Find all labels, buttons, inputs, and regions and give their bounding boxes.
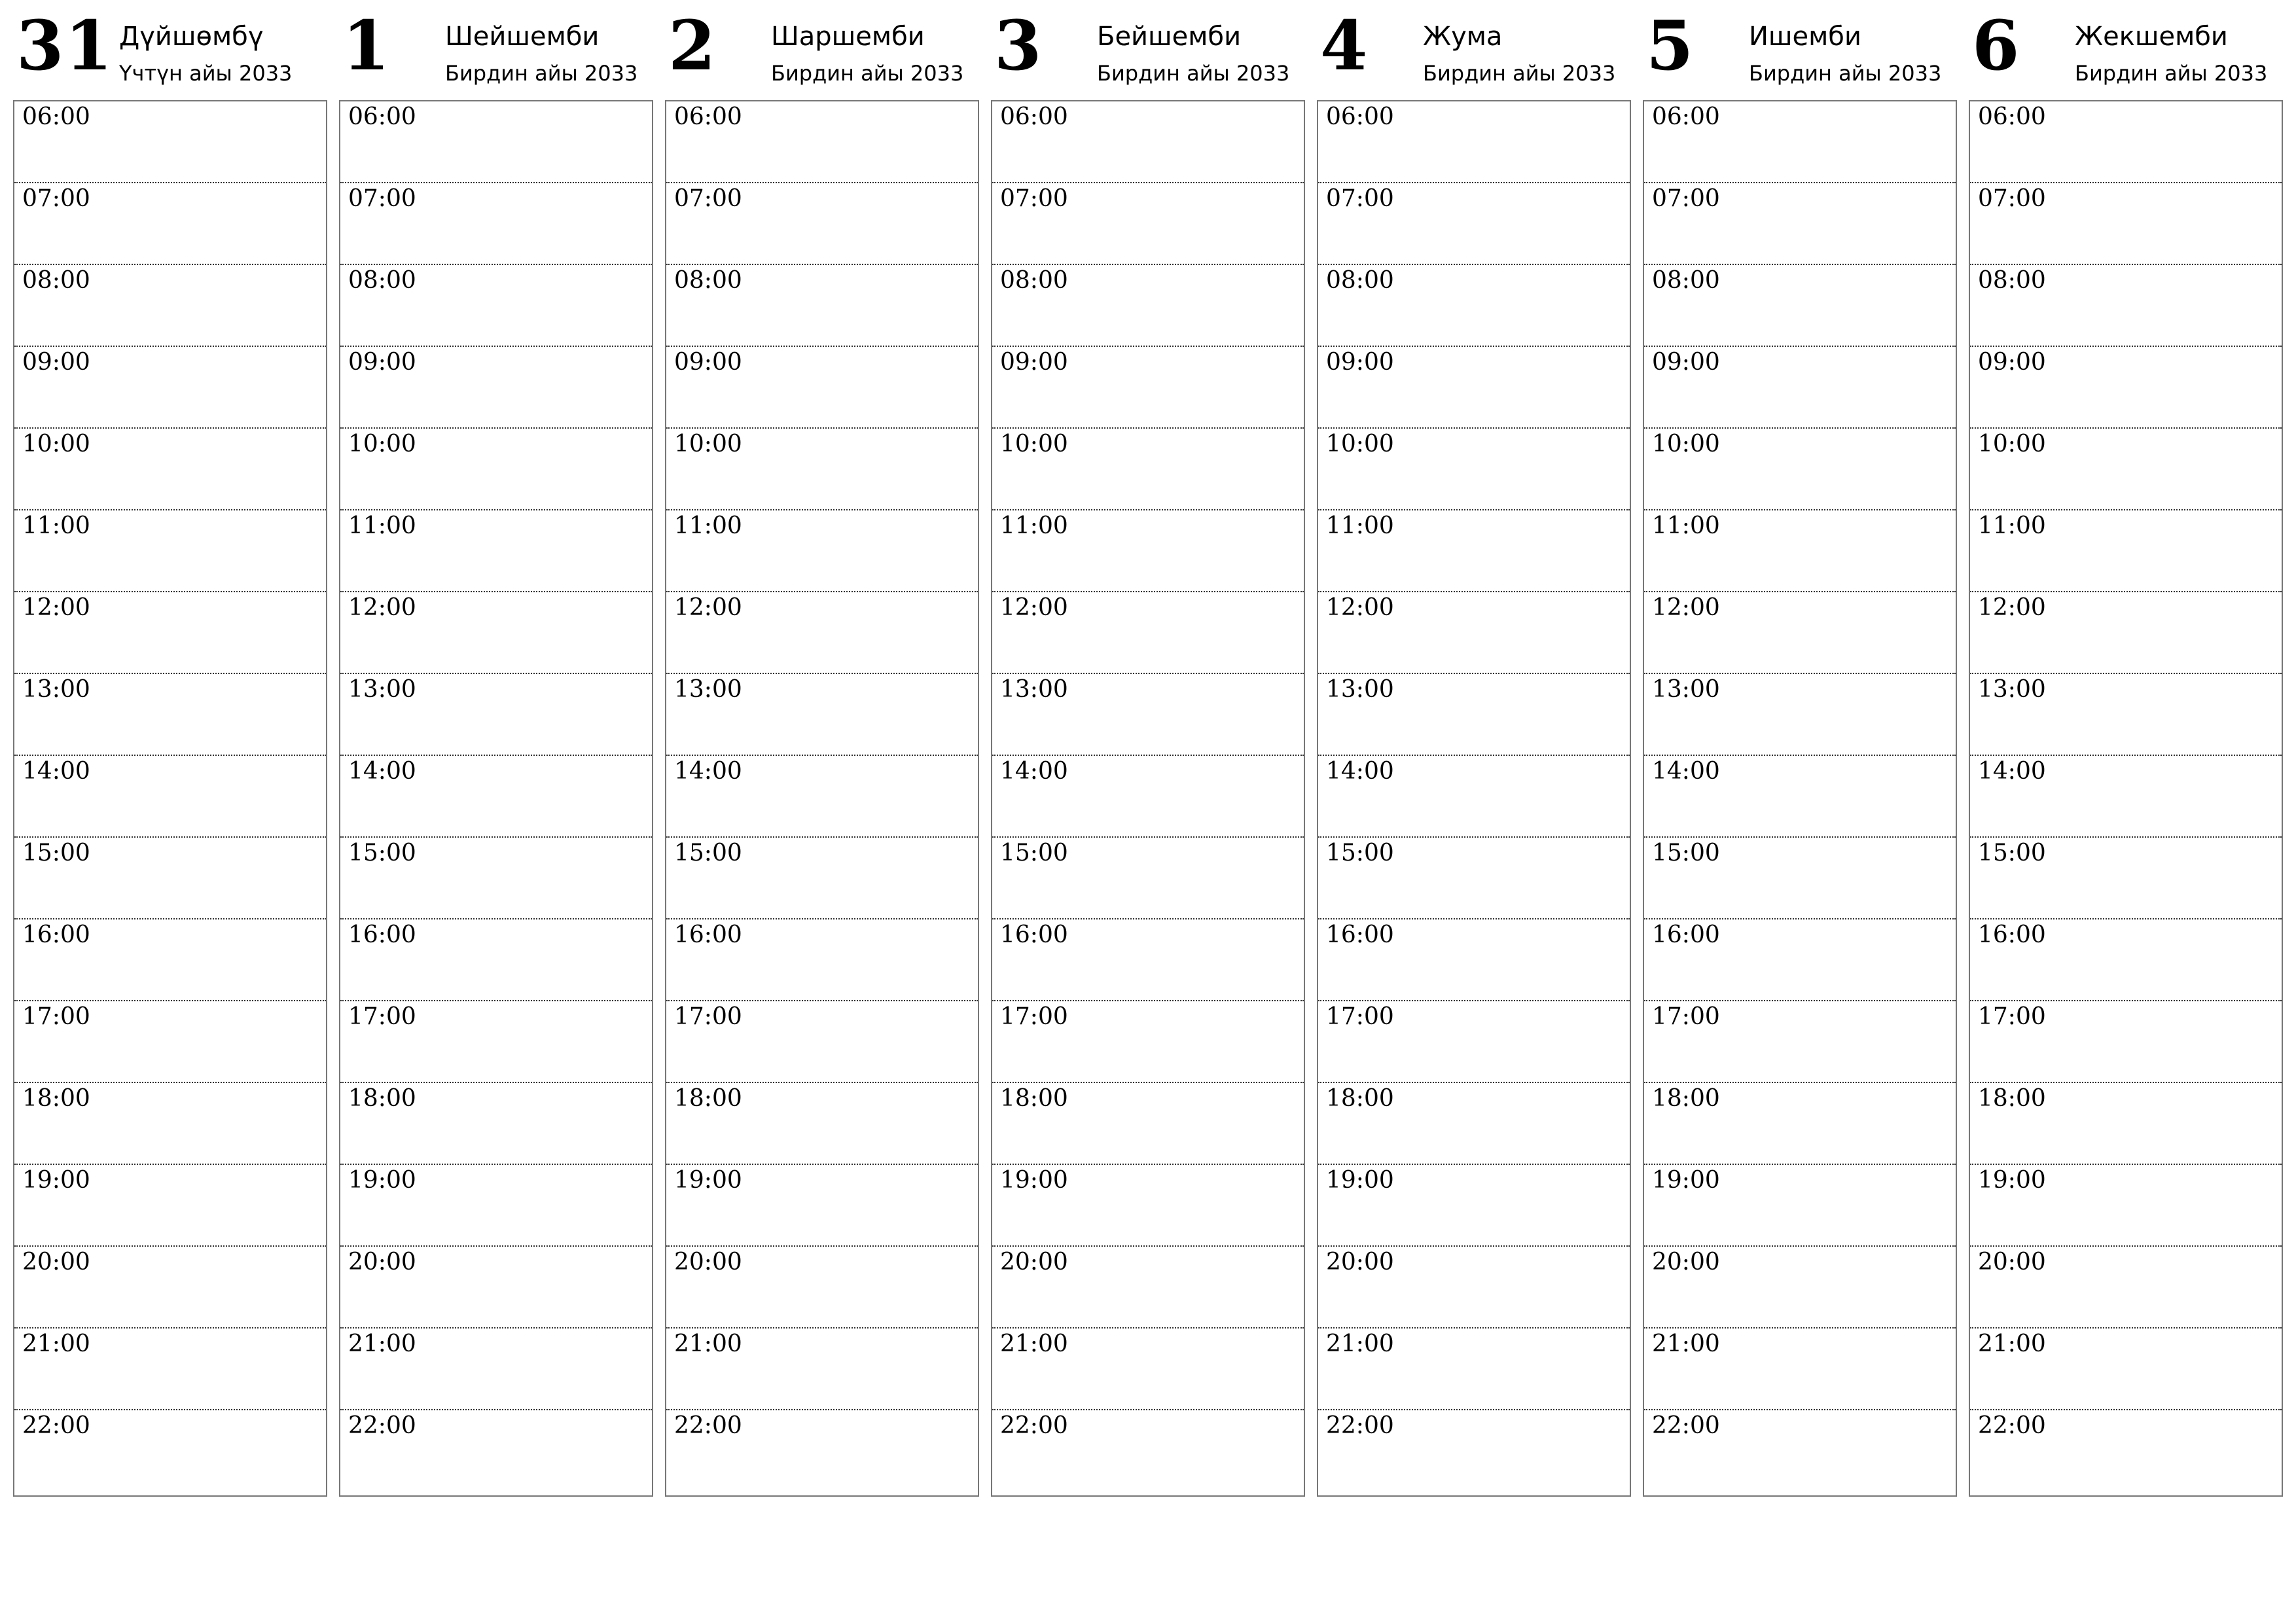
hour-slot[interactable]: [666, 429, 978, 510]
hour-slot[interactable]: [1970, 265, 2282, 347]
hour-slot[interactable]: [1318, 1410, 1630, 1495]
hour-label: 13:00: [1978, 676, 2046, 703]
day-column: [1969, 0, 2283, 1505]
hour-slot[interactable]: [1644, 1410, 1956, 1495]
hour-label: 16:00: [674, 921, 742, 948]
hour-slot[interactable]: [340, 1329, 652, 1410]
hour-slot[interactable]: [1970, 1165, 2282, 1247]
day-header: [1643, 0, 1957, 98]
hour-slot[interactable]: [1644, 510, 1956, 592]
day-header: [13, 0, 327, 98]
hour-slot[interactable]: [666, 1083, 978, 1165]
hour-label: 22:00: [348, 1412, 416, 1439]
hour-label: 17:00: [1326, 1003, 1394, 1030]
hour-label: 16:00: [348, 921, 416, 948]
hour-slot[interactable]: [666, 183, 978, 265]
hour-label: 06:00: [22, 103, 90, 130]
hour-slot[interactable]: [14, 1165, 326, 1247]
hour-label: 12:00: [1652, 594, 1720, 621]
month-year-label: Бирдин айы 2033: [1749, 61, 1942, 86]
hour-label: 16:00: [1652, 921, 1720, 948]
hour-label: 20:00: [1652, 1249, 1720, 1275]
hour-label: 09:00: [1326, 349, 1394, 376]
hour-label: 16:00: [1000, 921, 1068, 948]
hour-slot[interactable]: [340, 838, 652, 919]
hour-slot[interactable]: [14, 592, 326, 674]
day-number: 5: [1646, 5, 1695, 86]
day-header: [339, 0, 653, 98]
hour-slot[interactable]: [1644, 756, 1956, 838]
day-number: 3: [994, 5, 1043, 86]
day-column: [1317, 0, 1631, 1505]
hour-slot[interactable]: [1644, 1329, 1956, 1410]
hour-slot[interactable]: [1644, 674, 1956, 756]
hour-label: 13:00: [348, 676, 416, 703]
hour-slot[interactable]: [992, 1410, 1304, 1495]
hour-label: 09:00: [1978, 349, 2046, 376]
hour-slot[interactable]: [1644, 429, 1956, 510]
hour-slot[interactable]: [1644, 838, 1956, 919]
hour-slot[interactable]: [14, 1329, 326, 1410]
day-number: 6: [1972, 5, 2021, 86]
hour-label: 17:00: [1652, 1003, 1720, 1030]
hour-label: 12:00: [1326, 594, 1394, 621]
hour-slot[interactable]: [14, 510, 326, 592]
hour-slot[interactable]: [14, 838, 326, 919]
hour-label: 16:00: [1978, 921, 2046, 948]
hour-slot[interactable]: [1644, 1247, 1956, 1329]
hour-label: 11:00: [22, 512, 90, 539]
hour-label: 17:00: [674, 1003, 742, 1030]
hour-slot[interactable]: [14, 674, 326, 756]
hour-label: 19:00: [1978, 1167, 2046, 1194]
day-number: 4: [1320, 5, 1369, 86]
hour-slot[interactable]: [1970, 183, 2282, 265]
hour-label: 13:00: [22, 676, 90, 703]
hour-label: 08:00: [1652, 267, 1720, 294]
hour-label: 15:00: [674, 840, 742, 866]
hour-slot[interactable]: [340, 183, 652, 265]
hour-slot[interactable]: [992, 347, 1304, 429]
hour-slot[interactable]: [340, 510, 652, 592]
hour-slot[interactable]: [1644, 347, 1956, 429]
hour-slot[interactable]: [14, 1247, 326, 1329]
hour-label: 19:00: [1652, 1167, 1720, 1194]
hour-slot[interactable]: [1970, 674, 2282, 756]
hour-slot[interactable]: [992, 1001, 1304, 1083]
hour-label: 13:00: [1000, 676, 1068, 703]
hour-label: 15:00: [348, 840, 416, 866]
hour-slot[interactable]: [340, 1165, 652, 1247]
hour-label: 18:00: [348, 1085, 416, 1112]
month-year-label: Бирдин айы 2033: [1423, 61, 1616, 86]
hour-label: 11:00: [674, 512, 742, 539]
hour-slot[interactable]: [340, 756, 652, 838]
hour-slot[interactable]: [340, 429, 652, 510]
hour-label: 09:00: [1652, 349, 1720, 376]
hour-label: 08:00: [674, 267, 742, 294]
hour-slot[interactable]: [14, 756, 326, 838]
hour-slot[interactable]: [666, 674, 978, 756]
hour-label: 22:00: [674, 1412, 742, 1439]
day-schedule-box: [1969, 100, 2283, 1497]
hour-label: 20:00: [1000, 1249, 1068, 1275]
hour-label: 17:00: [22, 1003, 90, 1030]
hour-label: 22:00: [1326, 1412, 1394, 1439]
hour-label: 14:00: [674, 758, 742, 785]
hour-label: 10:00: [22, 431, 90, 457]
day-column: [13, 0, 327, 1505]
hour-slot[interactable]: [1970, 592, 2282, 674]
hour-label: 19:00: [1000, 1167, 1068, 1194]
hour-label: 10:00: [674, 431, 742, 457]
hour-label: 06:00: [1326, 103, 1394, 130]
hour-slot[interactable]: [1970, 1410, 2282, 1495]
day-column: [1643, 0, 1957, 1505]
hour-label: 14:00: [348, 758, 416, 785]
hour-slot[interactable]: [666, 1001, 978, 1083]
hour-slot[interactable]: [666, 1247, 978, 1329]
weekday-name: Жекшемби: [2075, 22, 2228, 52]
hour-slot[interactable]: [1318, 101, 1630, 183]
hour-label: 14:00: [1978, 758, 2046, 785]
hour-slot[interactable]: [1644, 919, 1956, 1001]
hour-label: 20:00: [1326, 1249, 1394, 1275]
hour-label: 21:00: [1652, 1330, 1720, 1357]
hour-label: 09:00: [1000, 349, 1068, 376]
hour-slot[interactable]: [1970, 429, 2282, 510]
hour-label: 20:00: [674, 1249, 742, 1275]
hour-slot[interactable]: [992, 510, 1304, 592]
day-schedule-box: [1317, 100, 1631, 1497]
hour-slot[interactable]: [1318, 429, 1630, 510]
hour-label: 09:00: [348, 349, 416, 376]
hour-slot[interactable]: [666, 1329, 978, 1410]
hour-slot[interactable]: [340, 1001, 652, 1083]
hour-label: 13:00: [674, 676, 742, 703]
hour-slot[interactable]: [340, 1247, 652, 1329]
hour-label: 21:00: [674, 1330, 742, 1357]
month-year-label: Бирдин айы 2033: [771, 61, 964, 86]
day-header: [991, 0, 1305, 98]
hour-slot[interactable]: [666, 101, 978, 183]
hour-label: 16:00: [22, 921, 90, 948]
hour-slot[interactable]: [340, 347, 652, 429]
day-schedule-box: [991, 100, 1305, 1497]
hour-slot[interactable]: [666, 1410, 978, 1495]
hour-slot[interactable]: [992, 101, 1304, 183]
month-year-label: Бирдин айы 2033: [1097, 61, 1290, 86]
hour-label: 07:00: [1652, 185, 1720, 212]
hour-slot[interactable]: [14, 1001, 326, 1083]
hour-label: 18:00: [1652, 1085, 1720, 1112]
hour-label: 11:00: [1652, 512, 1720, 539]
hour-slot[interactable]: [992, 1247, 1304, 1329]
hour-slot[interactable]: [666, 919, 978, 1001]
hour-label: 10:00: [1652, 431, 1720, 457]
hour-label: 18:00: [1000, 1085, 1068, 1112]
hour-slot[interactable]: [1318, 265, 1630, 347]
hour-label: 07:00: [674, 185, 742, 212]
hour-slot[interactable]: [992, 429, 1304, 510]
hour-slot[interactable]: [14, 265, 326, 347]
hour-label: 20:00: [348, 1249, 416, 1275]
hour-slot[interactable]: [340, 265, 652, 347]
day-column: [665, 0, 979, 1505]
month-year-label: Бирдин айы 2033: [2075, 61, 2268, 86]
hour-slot[interactable]: [992, 1329, 1304, 1410]
hour-slot[interactable]: [340, 1083, 652, 1165]
hour-label: 07:00: [348, 185, 416, 212]
hour-slot[interactable]: [340, 592, 652, 674]
hour-slot[interactable]: [992, 183, 1304, 265]
day-header: [1317, 0, 1631, 98]
hour-slot[interactable]: [14, 183, 326, 265]
hour-label: 21:00: [1000, 1330, 1068, 1357]
hour-label: 20:00: [22, 1249, 90, 1275]
hour-label: 21:00: [1978, 1330, 2046, 1357]
hour-label: 19:00: [22, 1167, 90, 1194]
hour-slot[interactable]: [1644, 1001, 1956, 1083]
hour-slot[interactable]: [1970, 919, 2282, 1001]
weekday-name: Шейшемби: [445, 22, 600, 52]
hour-label: 11:00: [1000, 512, 1068, 539]
hour-label: 07:00: [1000, 185, 1068, 212]
day-header: [1969, 0, 2283, 98]
month-year-label: Үчтүн айы 2033: [119, 61, 293, 86]
hour-slot[interactable]: [1970, 347, 2282, 429]
hour-slot[interactable]: [14, 919, 326, 1001]
hour-label: 06:00: [1000, 103, 1068, 130]
hour-label: 06:00: [674, 103, 742, 130]
hour-label: 18:00: [674, 1085, 742, 1112]
hour-label: 08:00: [1978, 267, 2046, 294]
day-schedule-box: [1643, 100, 1957, 1497]
hour-slot[interactable]: [1644, 183, 1956, 265]
hour-slot[interactable]: [992, 919, 1304, 1001]
hour-slot[interactable]: [14, 347, 326, 429]
hour-label: 08:00: [22, 267, 90, 294]
hour-label: 11:00: [1326, 512, 1394, 539]
hour-label: 18:00: [1978, 1085, 2046, 1112]
hour-label: 15:00: [22, 840, 90, 866]
hour-label: 22:00: [22, 1412, 90, 1439]
hour-label: 11:00: [1978, 512, 2046, 539]
hour-slot[interactable]: [1318, 1001, 1630, 1083]
hour-label: 08:00: [1000, 267, 1068, 294]
hour-slot[interactable]: [14, 1083, 326, 1165]
hour-slot[interactable]: [1318, 756, 1630, 838]
hour-label: 21:00: [348, 1330, 416, 1357]
hour-label: 12:00: [1978, 594, 2046, 621]
hour-label: 17:00: [348, 1003, 416, 1030]
hour-slot[interactable]: [1644, 1165, 1956, 1247]
day-number: 1: [342, 5, 391, 86]
hour-slot[interactable]: [1970, 756, 2282, 838]
hour-slot[interactable]: [666, 592, 978, 674]
hour-slot[interactable]: [666, 347, 978, 429]
day-schedule-box: [665, 100, 979, 1497]
hour-slot[interactable]: [1318, 347, 1630, 429]
hour-slot[interactable]: [666, 265, 978, 347]
hour-slot[interactable]: [340, 1410, 652, 1495]
hour-label: 19:00: [1326, 1167, 1394, 1194]
hour-slot[interactable]: [14, 1410, 326, 1495]
hour-label: 17:00: [1000, 1003, 1068, 1030]
hour-label: 06:00: [1652, 103, 1720, 130]
hour-label: 12:00: [674, 594, 742, 621]
hour-label: 19:00: [674, 1167, 742, 1194]
hour-label: 11:00: [348, 512, 416, 539]
hour-slot[interactable]: [1644, 265, 1956, 347]
day-number: 31: [16, 5, 114, 86]
hour-label: 08:00: [1326, 267, 1394, 294]
hour-slot[interactable]: [992, 265, 1304, 347]
hour-slot[interactable]: [340, 101, 652, 183]
weekday-name: Ишемби: [1749, 22, 1861, 52]
hour-label: 15:00: [1000, 840, 1068, 866]
hour-slot[interactable]: [666, 838, 978, 919]
hour-slot[interactable]: [992, 674, 1304, 756]
hour-slot[interactable]: [1970, 1083, 2282, 1165]
hour-slot[interactable]: [666, 510, 978, 592]
hour-slot[interactable]: [1970, 1001, 2282, 1083]
hour-label: 17:00: [1978, 1003, 2046, 1030]
weekday-name: Шаршемби: [771, 22, 925, 52]
hour-slot[interactable]: [1970, 1329, 2282, 1410]
hour-slot[interactable]: [666, 1165, 978, 1247]
hour-label: 07:00: [22, 185, 90, 212]
hour-label: 09:00: [22, 349, 90, 376]
hour-slot[interactable]: [340, 919, 652, 1001]
hour-label: 07:00: [1978, 185, 2046, 212]
weekly-planner: [13, 0, 2296, 1505]
weekday-name: Дүйшөмбү: [119, 22, 264, 52]
hour-label: 22:00: [1652, 1412, 1720, 1439]
day-schedule-box: [13, 100, 327, 1497]
hour-label: 10:00: [1000, 431, 1068, 457]
hour-slot[interactable]: [14, 101, 326, 183]
day-header: [665, 0, 979, 98]
hour-slot[interactable]: [1970, 838, 2282, 919]
hour-slot[interactable]: [340, 674, 652, 756]
hour-label: 08:00: [348, 267, 416, 294]
hour-label: 09:00: [674, 349, 742, 376]
hour-label: 06:00: [348, 103, 416, 130]
hour-slot[interactable]: [1644, 1083, 1956, 1165]
hour-label: 18:00: [1326, 1085, 1394, 1112]
hour-label: 12:00: [22, 594, 90, 621]
day-schedule-box: [339, 100, 653, 1497]
hour-slot[interactable]: [1970, 510, 2282, 592]
hour-label: 15:00: [1978, 840, 2046, 866]
hour-label: 21:00: [22, 1330, 90, 1357]
hour-label: 10:00: [1326, 431, 1394, 457]
hour-label: 15:00: [1326, 840, 1394, 866]
hour-label: 16:00: [1326, 921, 1394, 948]
hour-slot[interactable]: [1318, 510, 1630, 592]
hour-slot[interactable]: [1318, 919, 1630, 1001]
hour-label: 10:00: [1978, 431, 2046, 457]
hour-label: 07:00: [1326, 185, 1394, 212]
hour-label: 10:00: [348, 431, 416, 457]
hour-slot[interactable]: [1644, 101, 1956, 183]
hour-slot[interactable]: [1644, 592, 1956, 674]
day-column: [339, 0, 653, 1505]
hour-label: 14:00: [1652, 758, 1720, 785]
hour-slot[interactable]: [666, 756, 978, 838]
hour-label: 14:00: [1000, 758, 1068, 785]
hour-label: 13:00: [1326, 676, 1394, 703]
weekday-name: Жума: [1423, 22, 1503, 52]
hour-slot[interactable]: [1970, 1247, 2282, 1329]
hour-slot[interactable]: [1318, 1329, 1630, 1410]
hour-label: 13:00: [1652, 676, 1720, 703]
hour-slot[interactable]: [992, 756, 1304, 838]
hour-label: 14:00: [22, 758, 90, 785]
hour-label: 14:00: [1326, 758, 1394, 785]
hour-label: 22:00: [1000, 1412, 1068, 1439]
hour-slot[interactable]: [1318, 1247, 1630, 1329]
hour-slot[interactable]: [1318, 674, 1630, 756]
hour-label: 22:00: [1978, 1412, 2046, 1439]
hour-slot[interactable]: [14, 429, 326, 510]
hour-label: 15:00: [1652, 840, 1720, 866]
hour-slot[interactable]: [992, 592, 1304, 674]
hour-slot[interactable]: [1318, 838, 1630, 919]
hour-label: 06:00: [1978, 103, 2046, 130]
hour-label: 19:00: [348, 1167, 416, 1194]
hour-label: 20:00: [1978, 1249, 2046, 1275]
month-year-label: Бирдин айы 2033: [445, 61, 638, 86]
weekday-name: Бейшемби: [1097, 22, 1242, 52]
hour-slot[interactable]: [992, 1083, 1304, 1165]
hour-slot[interactable]: [1318, 592, 1630, 674]
hour-slot[interactable]: [1318, 1165, 1630, 1247]
hour-slot[interactable]: [992, 838, 1304, 919]
hour-label: 21:00: [1326, 1330, 1394, 1357]
hour-slot[interactable]: [1318, 1083, 1630, 1165]
hour-slot[interactable]: [1970, 101, 2282, 183]
hour-slot[interactable]: [1318, 183, 1630, 265]
day-column: [991, 0, 1305, 1505]
hour-label: 18:00: [22, 1085, 90, 1112]
hour-label: 12:00: [1000, 594, 1068, 621]
hour-slot[interactable]: [992, 1165, 1304, 1247]
day-number: 2: [668, 5, 717, 86]
hour-label: 12:00: [348, 594, 416, 621]
